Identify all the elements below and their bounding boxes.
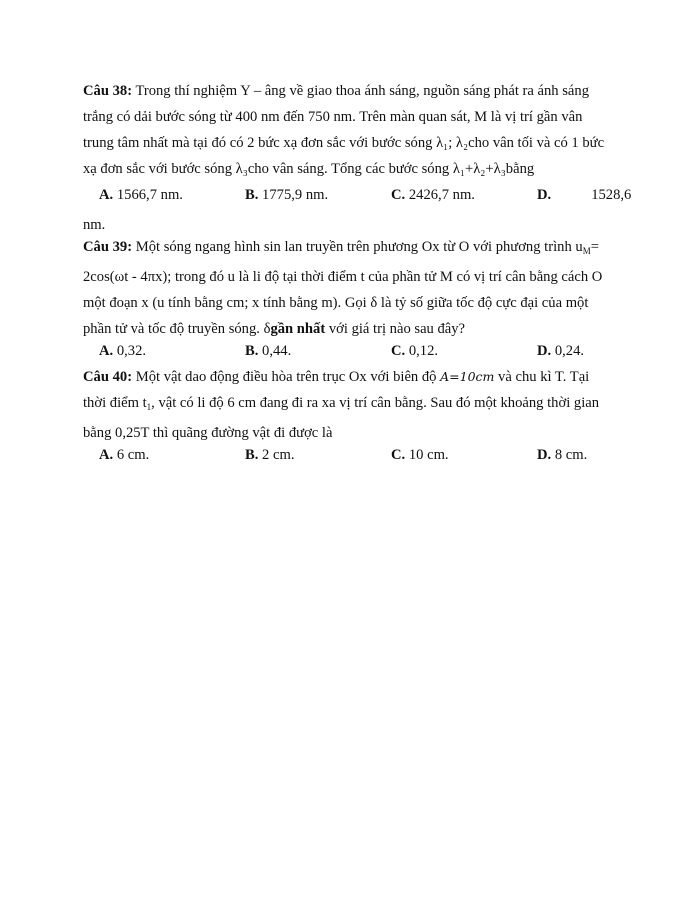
q38-choice-b[interactable]: B. 1775,9 nm. <box>245 187 329 203</box>
q38-line-2: trắng có dải bước sóng từ 400 nm đến 750 nm. Trên màn quan sát, M là vị trí gần vân <box>83 109 583 125</box>
q40-line-2: thời điểm $t_1$, vật có li độ 6 cm đang đi ra xa vị trí cân bằng. Sau đó một khoảng thời gian <box>83 395 600 412</box>
q39-choice-b[interactable]: B. 0,44. <box>245 343 292 359</box>
q39-line-3: một đoạn x (u tính bằng cm; x tính bằng m). Gọi δ là tỷ số giữa tốc độ cực đại của một <box>83 295 589 311</box>
q39-label: Câu 39: <box>83 239 133 255</box>
question-38 <box>83 78 618 182</box>
q40-line-3: bằng 0,25T thì quãng đường vật đi được là <box>83 425 333 441</box>
q40-choices <box>83 442 618 468</box>
q39-choices <box>83 338 618 364</box>
q40-choice-a[interactable]: A. 6 cm. <box>99 447 150 463</box>
q38-line-4: xạ đơn sắc với bước sóng λ₃cho vân sáng. Tổng các bước sóng λ₁+λ₂+λ₃bằng <box>83 161 535 177</box>
q39-emphasis: gần nhất <box>270 321 326 337</box>
q38-label: Câu 38: <box>83 83 133 99</box>
q38-choice-c[interactable]: C. 2426,7 nm. <box>391 187 475 203</box>
q38-choices <box>83 182 632 208</box>
q40-choice-b[interactable]: B. 2 cm. <box>245 447 295 463</box>
amplitude-formula: A=10cm <box>440 369 495 384</box>
q39-line-4: phần tử và tốc độ truyền sóng. δgần nhất với giá trị nào sau đây? <box>83 321 466 337</box>
question-39 <box>83 234 618 342</box>
q38-choice-d[interactable]: D. 1528,6 <box>537 187 632 203</box>
q39-line-2: 2cos(ωt - 4πx); trong đó u là li độ tại thời điểm t của phần tử M có vị trí cân bằng cách O <box>83 269 603 285</box>
q38-choice-a[interactable]: A. 1566,7 nm. <box>99 187 183 203</box>
q40-choice-c[interactable]: C. 10 cm. <box>391 447 449 463</box>
q39-choice-c[interactable]: C. 0,12. <box>391 343 439 359</box>
q40-label: Câu 40: <box>83 369 133 385</box>
q40-line-1: Câu 40: Một vật dao động điều hòa trên trục Ox với biên độ A=10cm và chu kì T. Tại <box>83 369 590 385</box>
q38-text-1: Trong thí nghiệm Y – âng về giao thoa ánh sáng, nguồn sáng phát ra ánh sáng <box>135 83 589 99</box>
q39-line-1: Câu 39: Một sóng ngang hình sin lan truyền trên phương Ox từ O với phương trình $u_M=$ <box>83 239 599 256</box>
q39-choice-d[interactable]: D. 0,24. <box>537 343 585 359</box>
q38-line-1 <box>83 78 618 104</box>
q39-choice-a[interactable]: A. 0,32. <box>99 343 147 359</box>
q38-line-3: trung tâm nhất mà tại đó có 2 bức xạ đơn sắc với bước sóng λ₁; λ₂cho vân tối và có 1 bức <box>83 135 605 151</box>
q40-choice-d[interactable]: D. 8 cm. <box>537 447 588 463</box>
question-40 <box>83 364 618 446</box>
q38-choice-d-tail: nm. <box>83 217 106 233</box>
